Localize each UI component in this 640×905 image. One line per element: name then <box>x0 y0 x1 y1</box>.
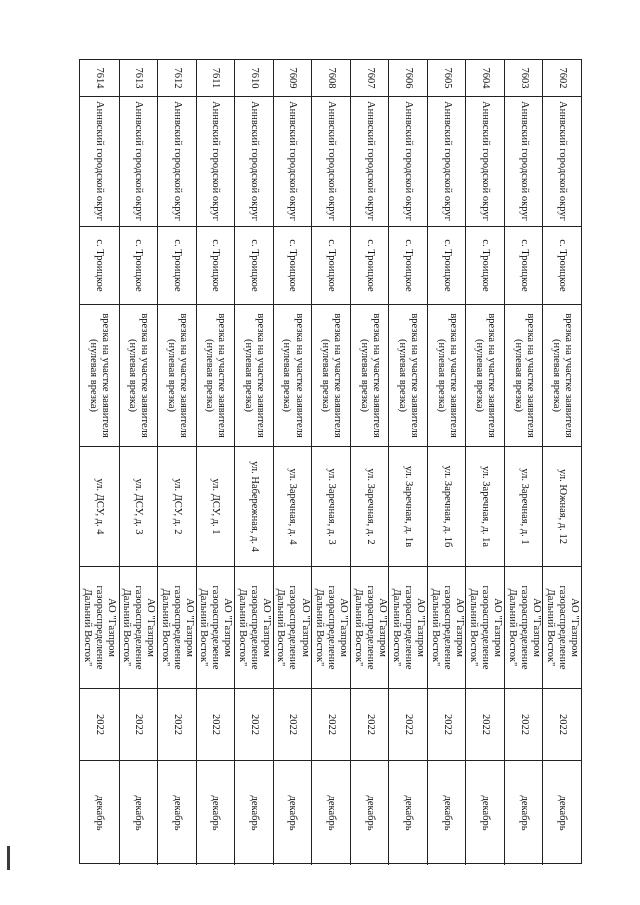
district-cell-text: Аннвский городской округ <box>364 101 376 221</box>
gasification-table <box>79 59 582 864</box>
village-cell <box>350 227 389 305</box>
address-cell <box>157 447 196 567</box>
method-cell-text: (нулевая врезка) <box>551 339 563 412</box>
month-cell-text: декабрь <box>133 795 145 831</box>
year-cell <box>196 689 235 761</box>
row-number-text: 7602 <box>557 67 569 89</box>
org-cell-text: АО "Газпром газораспределение <box>403 585 427 670</box>
village-cell-text: с. Троицкое <box>133 239 145 292</box>
method-cell-text: врезка на участке заявителя <box>447 313 459 438</box>
method-cell-text: (нулевая врезка) <box>397 339 409 412</box>
year-cell <box>542 689 581 761</box>
org-cell <box>311 567 350 689</box>
month-cell-text: декабрь <box>480 795 492 831</box>
district-cell-text: Аннвский городской округ <box>326 101 338 221</box>
row-number <box>350 60 389 97</box>
month-cell <box>388 761 427 865</box>
row-number-text: 7607 <box>364 67 376 89</box>
address-cell <box>119 447 158 567</box>
method-cell-text: врезка на участке заявителя <box>332 313 344 438</box>
village-cell <box>273 227 312 305</box>
year-cell-text: 2022 <box>133 714 145 735</box>
org-cell-text: АО "Газпром газораспределение <box>133 585 157 670</box>
address-cell <box>350 447 389 567</box>
district-cell-text: Аннвский городской округ <box>94 101 106 221</box>
year-cell-text: 2022 <box>94 714 106 735</box>
document-page <box>79 59 582 864</box>
row-number-text: 7614 <box>94 67 106 89</box>
org-cell-text: Дальний Восток" <box>429 588 441 667</box>
district-cell-text: Аннвский городской округ <box>441 101 453 221</box>
method-cell-text: (нулевая врезка) <box>358 339 370 412</box>
org-cell-text: АО "Газпром газораспределение <box>441 585 465 670</box>
org-cell-text: Дальний Восток" <box>275 588 287 667</box>
village-cell <box>465 227 504 305</box>
year-cell-text: 2022 <box>403 714 415 735</box>
row-number-text: 7608 <box>326 67 338 89</box>
year-cell <box>119 689 158 761</box>
org-cell-text: Дальний Восток" <box>121 588 133 667</box>
address-cell-text: ул. Набережная, д. 4 <box>248 461 260 552</box>
method-cell <box>465 305 504 447</box>
year-cell-text: 2022 <box>441 714 453 735</box>
method-cell <box>542 305 581 447</box>
method-cell <box>388 305 427 447</box>
year-cell <box>311 689 350 761</box>
method-cell-text: врезка на участке заявителя <box>370 313 382 438</box>
village-cell-text: с. Троицкое <box>326 239 338 292</box>
method-cell-text: врезка на участке заявителя <box>100 313 112 438</box>
address-cell <box>234 447 273 567</box>
address-cell-text: ул. Заречная, д. 1 <box>518 468 530 545</box>
method-cell-text: врезка на участке заявителя <box>524 313 536 438</box>
district-cell <box>388 97 427 227</box>
row-number <box>119 60 158 97</box>
method-cell-text: (нулевая врезка) <box>242 339 254 412</box>
org-cell-text: Дальний Восток" <box>468 588 480 667</box>
village-cell <box>196 227 235 305</box>
district-cell <box>157 97 196 227</box>
method-cell-text: врезка на участке заявителя <box>139 313 151 438</box>
district-cell <box>196 97 235 227</box>
org-cell-text: АО "Газпром газораспределение <box>248 585 273 670</box>
district-cell-text: Аннвский городской округ <box>403 101 415 221</box>
village-cell <box>388 227 427 305</box>
row-number-text: 7606 <box>403 67 415 89</box>
row-number <box>234 60 273 97</box>
district-cell-text: Аннвский городской округ <box>480 101 492 221</box>
method-cell-text: врезка на участке заявителя <box>255 313 266 438</box>
district-cell-text: Аннвский городской округ <box>557 101 569 221</box>
row-number-text: 7612 <box>171 67 183 89</box>
month-cell-text: декабрь <box>326 795 338 831</box>
address-cell <box>388 447 427 567</box>
district-cell-text: Аннвский городской округ <box>210 101 222 221</box>
org-cell-text: Дальний Восток" <box>391 588 403 667</box>
village-cell-text: с. Троицкое <box>480 239 492 292</box>
row-number-text: 7611 <box>210 67 222 89</box>
address-cell-text: ул. Заречная, д. 3 <box>326 468 338 545</box>
org-cell <box>119 567 158 689</box>
year-cell <box>465 689 504 761</box>
org-cell <box>80 567 119 689</box>
org-cell <box>465 567 504 689</box>
district-cell <box>273 97 312 227</box>
scan-edge-mark <box>7 846 10 870</box>
method-cell-text: (нулевая врезка) <box>88 339 100 412</box>
row-number-text: 7610 <box>248 67 260 89</box>
org-cell <box>196 567 235 689</box>
method-cell <box>119 305 158 447</box>
method-cell <box>234 305 273 447</box>
address-cell-text: ул. ДСУ, д. 3 <box>133 478 145 535</box>
org-cell-text: АО "Газпром газораспределение <box>94 585 118 670</box>
year-cell-text: 2022 <box>248 714 260 735</box>
org-cell-text: АО "Газпром газораспределение <box>518 585 542 670</box>
district-cell <box>427 97 466 227</box>
method-cell-text: (нулевая врезка) <box>320 339 332 412</box>
address-cell-text: ул. Заречная, д. 4 <box>287 468 299 545</box>
method-cell <box>273 305 312 447</box>
org-cell <box>504 567 543 689</box>
org-cell-text: АО "Газпром газораспределение <box>480 585 504 670</box>
year-cell <box>427 689 466 761</box>
month-cell <box>80 761 119 865</box>
org-cell-text: АО "Газпром газораспределение <box>557 585 581 670</box>
year-cell <box>350 689 389 761</box>
method-cell <box>196 305 235 447</box>
org-cell <box>542 567 581 689</box>
address-cell-text: ул. Заречная, д. 1в <box>403 465 415 548</box>
address-cell <box>504 447 543 567</box>
method-cell-text: (нулевая врезка) <box>281 339 293 412</box>
village-cell-text: с. Троицкое <box>94 239 106 292</box>
address-cell-text: ул. Южная, д. 12 <box>557 469 569 544</box>
month-cell <box>542 761 581 865</box>
month-cell <box>119 761 158 865</box>
method-cell-text: (нулевая врезка) <box>512 339 524 412</box>
method-cell <box>350 305 389 447</box>
district-cell <box>311 97 350 227</box>
address-cell-text: ул. ДСУ, д. 1 <box>210 478 222 535</box>
month-cell <box>196 761 235 865</box>
row-number <box>80 60 119 97</box>
row-number-text: 7604 <box>480 67 492 89</box>
month-cell <box>504 761 543 865</box>
row-number <box>542 60 581 97</box>
method-cell-text: врезка на участке заявителя <box>177 313 189 438</box>
village-cell <box>504 227 543 305</box>
method-cell-text: (нулевая врезка) <box>435 339 447 412</box>
village-cell-text: с. Троицкое <box>403 239 415 292</box>
row-number <box>273 60 312 97</box>
address-cell-text: ул. Заречная, д. 1б <box>441 465 453 548</box>
year-cell <box>80 689 119 761</box>
village-cell <box>80 227 119 305</box>
row-number <box>504 60 543 97</box>
org-cell-text: АО "Газпром газораспределение <box>171 585 195 670</box>
method-cell <box>157 305 196 447</box>
method-cell-text: врезка на участке заявителя <box>486 313 498 438</box>
row-number-text: 7609 <box>287 67 299 89</box>
year-cell-text: 2022 <box>480 714 492 735</box>
method-cell <box>80 305 119 447</box>
district-cell <box>119 97 158 227</box>
org-cell-text: АО "Газпром газораспределение <box>326 585 350 670</box>
year-cell-text: 2022 <box>287 714 299 735</box>
month-cell <box>273 761 312 865</box>
org-cell-text: Дальний Восток" <box>352 588 364 667</box>
district-cell <box>504 97 543 227</box>
address-cell <box>465 447 504 567</box>
address-cell <box>311 447 350 567</box>
month-cell <box>465 761 504 865</box>
year-cell <box>273 689 312 761</box>
village-cell-text: с. Троицкое <box>364 239 376 292</box>
row-number <box>157 60 196 97</box>
method-cell-text: врезка на участке заявителя <box>216 313 228 438</box>
month-cell-text: декабрь <box>557 795 569 831</box>
month-cell-text: декабрь <box>441 795 453 831</box>
row-number-text: 7613 <box>133 67 145 89</box>
row-number-text: 7605 <box>441 67 453 89</box>
village-cell-text: с. Троицкое <box>248 239 260 292</box>
row-number <box>388 60 427 97</box>
org-cell-text: Дальний Восток" <box>198 588 210 667</box>
year-cell <box>157 689 196 761</box>
month-cell <box>427 761 466 865</box>
village-cell-text: с. Троицкое <box>557 239 569 292</box>
method-cell-text: (нулевая врезка) <box>165 339 177 412</box>
row-number <box>196 60 235 97</box>
address-cell <box>80 447 119 567</box>
address-cell <box>427 447 466 567</box>
org-cell <box>350 567 389 689</box>
org-cell-text: Дальний Восток" <box>82 588 94 667</box>
village-cell <box>427 227 466 305</box>
month-cell <box>311 761 350 865</box>
org-cell <box>157 567 196 689</box>
row-number <box>427 60 466 97</box>
method-cell <box>311 305 350 447</box>
row-number-text: 7603 <box>518 67 530 89</box>
address-cell-text: ул. ДСУ, д. 4 <box>94 478 106 535</box>
year-cell <box>234 689 273 761</box>
year-cell-text: 2022 <box>171 714 183 735</box>
month-cell <box>350 761 389 865</box>
village-cell <box>311 227 350 305</box>
address-cell-text: ул. Заречная, д. 1а <box>480 466 492 547</box>
month-cell-text: декабрь <box>287 795 299 831</box>
month-cell-text: декабрь <box>364 795 376 831</box>
method-cell-text: врезка на участке заявителя <box>563 313 575 438</box>
district-cell <box>542 97 581 227</box>
village-cell <box>234 227 273 305</box>
district-cell-text: Аннвский городской округ <box>287 101 299 221</box>
district-cell <box>234 97 273 227</box>
village-cell <box>119 227 158 305</box>
org-cell-text: Дальний Восток" <box>545 588 557 667</box>
district-cell-text: Аннвский городской округ <box>248 101 260 221</box>
year-cell-text: 2022 <box>518 714 530 735</box>
month-cell-text: декабрь <box>171 795 183 831</box>
org-cell-text: АО "Газпром газораспределение <box>364 585 388 670</box>
org-cell-text: АО "Газпром газораспределение <box>287 585 311 670</box>
org-cell <box>234 567 273 689</box>
method-cell <box>427 305 466 447</box>
district-cell-text: Аннвский городской округ <box>133 101 145 221</box>
row-number <box>311 60 350 97</box>
org-cell-text: Дальний Восток" <box>313 588 325 667</box>
district-cell <box>465 97 504 227</box>
address-cell-text: ул. Заречная, д. 2 <box>364 468 376 545</box>
address-cell <box>542 447 581 567</box>
year-cell <box>504 689 543 761</box>
month-cell-text: декабрь <box>94 795 106 831</box>
month-cell <box>157 761 196 865</box>
year-cell-text: 2022 <box>557 714 569 735</box>
org-cell <box>388 567 427 689</box>
village-cell-text: с. Троицкое <box>441 239 453 292</box>
village-cell-text: с. Троицкое <box>287 239 299 292</box>
village-cell-text: с. Троицкое <box>518 239 530 292</box>
org-cell-text: АО "Газпром газораспределение <box>210 585 234 670</box>
month-cell <box>234 761 273 865</box>
method-cell-text: (нулевая врезка) <box>204 339 216 412</box>
year-cell-text: 2022 <box>364 714 376 735</box>
org-cell-text: Дальний Восток" <box>236 588 248 667</box>
village-cell <box>157 227 196 305</box>
month-cell-text: декабрь <box>518 795 530 831</box>
method-cell-text: (нулевая врезка) <box>127 339 139 412</box>
method-cell <box>504 305 543 447</box>
month-cell-text: декабрь <box>403 795 415 831</box>
address-cell <box>273 447 312 567</box>
village-cell-text: с. Троицкое <box>210 239 222 292</box>
org-cell-text: Дальний Восток" <box>506 588 518 667</box>
org-cell <box>273 567 312 689</box>
district-cell <box>80 97 119 227</box>
year-cell <box>388 689 427 761</box>
row-number <box>465 60 504 97</box>
method-cell-text: врезка на участке заявителя <box>293 313 305 438</box>
address-cell-text: ул. ДСУ, д. 2 <box>171 478 183 535</box>
month-cell-text: декабрь <box>248 795 260 831</box>
method-cell-text: врезка на участке заявителя <box>409 313 421 438</box>
address-cell <box>196 447 235 567</box>
month-cell-text: декабрь <box>210 795 222 831</box>
village-cell-text: с. Троицкое <box>171 239 183 292</box>
org-cell-text: Дальний Восток" <box>159 588 171 667</box>
year-cell-text: 2022 <box>326 714 338 735</box>
district-cell-text: Аннвский городской округ <box>171 101 183 221</box>
org-cell <box>427 567 466 689</box>
village-cell <box>542 227 581 305</box>
year-cell-text: 2022 <box>210 714 222 735</box>
district-cell <box>350 97 389 227</box>
district-cell-text: Аннвский городской округ <box>518 101 530 221</box>
method-cell-text: (нулевая врезка) <box>474 339 486 412</box>
